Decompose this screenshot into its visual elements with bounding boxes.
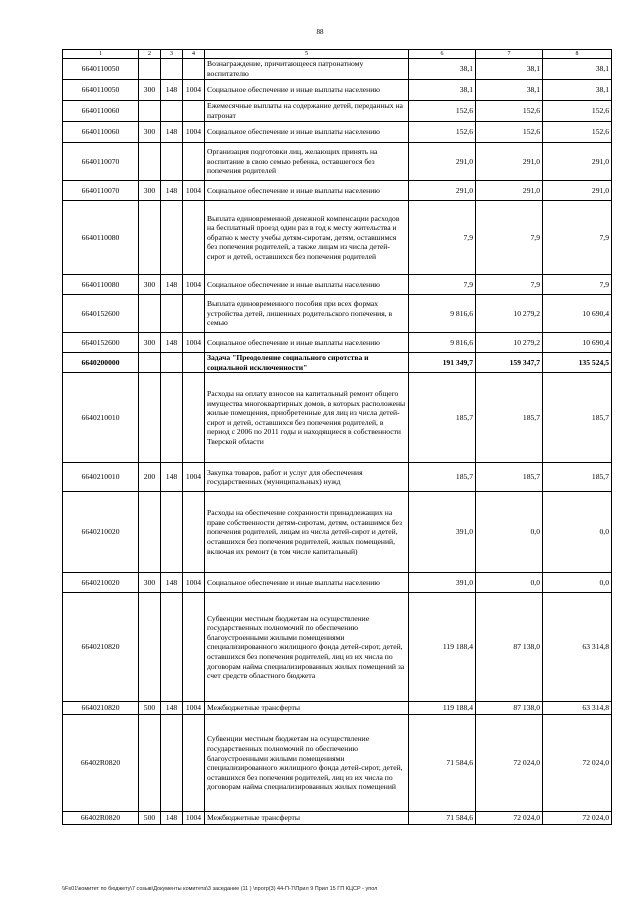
row-col-4: 1004 <box>183 80 205 101</box>
row-name: Субвенции местным бюджетам на осуществление государственных полномочий по обеспечению благоустроенными жилыми помещениями специализированного жилищного фонда детей-сирот, детей, оставшихся без попечения родителей, лиц из их числа по договорам найма специализированных жилых помещений <box>205 715 409 812</box>
row-col-2 <box>139 353 161 373</box>
table-row <box>63 573 612 593</box>
row-col-3 <box>161 143 183 181</box>
row-col-2 <box>139 101 161 122</box>
row-col-4: 1004 <box>183 181 205 201</box>
row-value-7: 10 279,2 <box>476 333 543 353</box>
row-value-8: 72 024,0 <box>543 715 612 812</box>
row-col-4 <box>183 353 205 373</box>
header-col-1: 1 <box>63 50 139 59</box>
table-row <box>63 463 612 492</box>
row-value-8: 38,1 <box>543 80 612 101</box>
row-col-3: 148 <box>161 181 183 201</box>
row-code: 6640110060 <box>63 122 139 143</box>
row-col-2 <box>139 59 161 80</box>
row-col-4 <box>183 492 205 573</box>
row-col-3 <box>161 373 183 463</box>
row-name: Ежемесячные выплаты на содержание детей, переданных на патронат <box>205 101 409 122</box>
row-col-2: 500 <box>139 702 161 715</box>
row-value-6: 152,6 <box>409 122 476 143</box>
row-name: Социальное обеспечение и иные выплаты населению <box>205 181 409 201</box>
row-code: 6640210820 <box>63 702 139 715</box>
row-code: 6640210010 <box>63 373 139 463</box>
row-col-4: 1004 <box>183 333 205 353</box>
row-col-3 <box>161 101 183 122</box>
table-row <box>63 492 612 573</box>
row-value-8: 0,0 <box>543 573 612 593</box>
row-value-6: 7,9 <box>409 201 476 275</box>
table-row <box>63 143 612 181</box>
row-value-7: 152,6 <box>476 101 543 122</box>
row-col-3: 148 <box>161 573 183 593</box>
table-row <box>63 181 612 201</box>
row-name: Расходы на обеспечение сохранности принадлежащих на праве собственности детям-сиротам, детям, оставшимся без попечения родителей, лицам из числа детей-сирот и детей, оставшихся без попечения родителей, жилых помещений, включая их ремонт (в том числе капитальный) <box>205 492 409 573</box>
row-value-7: 185,7 <box>476 463 543 492</box>
row-col-4 <box>183 593 205 702</box>
table-row <box>63 80 612 101</box>
row-name: Задача "Преодоление социального сиротства и социальной исключенности" <box>205 353 409 373</box>
row-code: 66402R0820 <box>63 812 139 825</box>
row-col-4: 1004 <box>183 275 205 295</box>
row-name: Выплата единовременного пособия при всех формах устройства детей, лишенных родительского попечения, в семью <box>205 295 409 333</box>
row-col-4 <box>183 201 205 275</box>
row-name: Социальное обеспечение и иные выплаты населению <box>205 122 409 143</box>
row-value-8: 185,7 <box>543 373 612 463</box>
table-row <box>63 702 612 715</box>
row-col-2 <box>139 715 161 812</box>
row-col-2 <box>139 201 161 275</box>
row-code: 6640110050 <box>63 80 139 101</box>
row-col-2 <box>139 295 161 333</box>
row-value-7: 0,0 <box>476 573 543 593</box>
row-value-8: 72 024,0 <box>543 812 612 825</box>
row-value-6: 291,0 <box>409 143 476 181</box>
row-code: 6640110050 <box>63 59 139 80</box>
row-name: Субвенции местным бюджетам на осуществление государственных полномочий по обеспечению благоустроенными жилыми помещениями специализированного жилищного фонда детей-сирот, детей, оставшихся без попечения родителей, лиц из их числа по договорам найма специализированных жилых помещений за счет средств областного бюджета <box>205 593 409 702</box>
row-col-2 <box>139 373 161 463</box>
row-col-4: 1004 <box>183 702 205 715</box>
row-code: 6640210020 <box>63 573 139 593</box>
row-value-7: 291,0 <box>476 143 543 181</box>
row-value-6: 185,7 <box>409 463 476 492</box>
row-col-2: 300 <box>139 573 161 593</box>
row-value-7: 38,1 <box>476 59 543 80</box>
row-col-2: 200 <box>139 463 161 492</box>
row-col-2 <box>139 593 161 702</box>
row-code: 6640110070 <box>63 181 139 201</box>
row-name: Межбюджетные трансферты <box>205 812 409 825</box>
row-name: Расходы на оплату взносов на капитальный ремонт общего имущества многоквартирных домов, в которых расположены жилые помещения, приобретенные для лиц из числа детей-сирот и детей, оставшихся без попечения родителей, в период с 2006 по 2011 годы и находящиеся в собственности Тверской области <box>205 373 409 463</box>
row-code: 6640110060 <box>63 101 139 122</box>
row-code: 6640152600 <box>63 295 139 333</box>
row-col-4 <box>183 715 205 812</box>
row-col-2: 300 <box>139 275 161 295</box>
table-row <box>63 275 612 295</box>
row-col-2: 300 <box>139 122 161 143</box>
table-row <box>63 201 612 275</box>
row-value-6: 9 816,6 <box>409 333 476 353</box>
row-value-8: 7,9 <box>543 275 612 295</box>
row-col-3: 148 <box>161 80 183 101</box>
row-col-2: 500 <box>139 812 161 825</box>
row-col-2: 300 <box>139 333 161 353</box>
header-col-3: 3 <box>161 50 183 59</box>
row-name: Социальное обеспечение и иные выплаты населению <box>205 275 409 295</box>
row-col-4: 1004 <box>183 122 205 143</box>
row-col-3: 148 <box>161 122 183 143</box>
row-value-7: 87 138,0 <box>476 702 543 715</box>
table-row <box>63 593 612 702</box>
row-col-3 <box>161 59 183 80</box>
row-col-2: 300 <box>139 181 161 201</box>
row-value-8: 10 690,4 <box>543 333 612 353</box>
row-value-7: 7,9 <box>476 275 543 295</box>
row-code: 6640110070 <box>63 143 139 181</box>
row-code: 6640200000 <box>63 353 139 373</box>
row-value-7: 152,6 <box>476 122 543 143</box>
row-value-6: 7,9 <box>409 275 476 295</box>
table-body <box>63 59 612 825</box>
table-row <box>63 295 612 333</box>
row-col-4 <box>183 101 205 122</box>
row-value-8: 291,0 <box>543 143 612 181</box>
row-col-2 <box>139 492 161 573</box>
row-value-6: 119 188,4 <box>409 702 476 715</box>
row-col-4 <box>183 295 205 333</box>
row-value-8: 152,6 <box>543 101 612 122</box>
row-col-4 <box>183 59 205 80</box>
header-col-6: 6 <box>409 50 476 59</box>
table-row <box>63 122 612 143</box>
row-name: Социальное обеспечение и иные выплаты населению <box>205 333 409 353</box>
header-col-7: 7 <box>476 50 543 59</box>
row-value-7: 38,1 <box>476 80 543 101</box>
row-col-3 <box>161 201 183 275</box>
row-value-6: 119 188,4 <box>409 593 476 702</box>
row-col-3: 148 <box>161 702 183 715</box>
row-col-3 <box>161 353 183 373</box>
row-col-4: 1004 <box>183 573 205 593</box>
row-col-3 <box>161 715 183 812</box>
row-value-8: 10 690,4 <box>543 295 612 333</box>
row-col-4: 1004 <box>183 463 205 492</box>
row-name: Закупка товаров, работ и услуг для обеспечения государственных (муниципальных) нужд <box>205 463 409 492</box>
header-col-2: 2 <box>139 50 161 59</box>
row-value-6: 9 816,6 <box>409 295 476 333</box>
row-col-3: 148 <box>161 333 183 353</box>
row-value-8: 7,9 <box>543 201 612 275</box>
header-col-5: 5 <box>205 50 409 59</box>
row-col-2 <box>139 143 161 181</box>
row-value-6: 71 584,6 <box>409 812 476 825</box>
row-value-6: 191 349,7 <box>409 353 476 373</box>
file-path-footer: \\Fs01\комитет по бюджету\7 созыв\Документы комитета\3 заседание (11 ) \прогр(3) 44-П-7\Прил 9 Прил 15 ГП КЦСР - упол <box>62 886 378 892</box>
row-value-8: 38,1 <box>543 59 612 80</box>
row-col-3: 148 <box>161 275 183 295</box>
row-value-7: 7,9 <box>476 201 543 275</box>
row-value-6: 38,1 <box>409 59 476 80</box>
row-value-6: 291,0 <box>409 181 476 201</box>
row-value-8: 152,6 <box>543 122 612 143</box>
row-col-4: 1004 <box>183 812 205 825</box>
row-name: Межбюджетные трансферты <box>205 702 409 715</box>
table-row <box>63 353 612 373</box>
row-value-6: 71 584,6 <box>409 715 476 812</box>
row-value-7: 72 024,0 <box>476 812 543 825</box>
row-col-3 <box>161 593 183 702</box>
row-name: Вознаграждение, причитающееся патронатному воспитателю <box>205 59 409 80</box>
table-row <box>63 101 612 122</box>
row-code: 6640110080 <box>63 275 139 295</box>
row-value-7: 291,0 <box>476 181 543 201</box>
budget-table <box>62 49 612 825</box>
table-row <box>63 812 612 825</box>
row-col-3 <box>161 295 183 333</box>
row-value-6: 38,1 <box>409 80 476 101</box>
row-code: 6640210020 <box>63 492 139 573</box>
row-value-7: 0,0 <box>476 492 543 573</box>
page-number: 88 <box>316 28 324 36</box>
row-code: 6640110080 <box>63 201 139 275</box>
row-value-6: 185,7 <box>409 373 476 463</box>
table-row <box>63 373 612 463</box>
row-value-8: 291,0 <box>543 181 612 201</box>
row-col-3: 148 <box>161 812 183 825</box>
header-col-4: 4 <box>183 50 205 59</box>
row-code: 66402R0820 <box>63 715 139 812</box>
header-col-8: 8 <box>543 50 612 59</box>
row-col-4 <box>183 373 205 463</box>
row-col-3: 148 <box>161 463 183 492</box>
row-value-8: 135 524,5 <box>543 353 612 373</box>
row-name: Выплата единовременной денежной компенсации расходов на бесплатный проезд один раз в год к месту жительства и обратно к месту учебы детям-сиротам, детям, оставшимся без попечения родителей, а также лицам из числа детей-сирот и детей, оставшихся без попечения родителей <box>205 201 409 275</box>
row-code: 6640210010 <box>63 463 139 492</box>
table-row <box>63 59 612 80</box>
row-col-3 <box>161 492 183 573</box>
row-value-8: 185,7 <box>543 463 612 492</box>
row-name: Социальное обеспечение и иные выплаты населению <box>205 80 409 101</box>
row-value-7: 87 138,0 <box>476 593 543 702</box>
table-row <box>63 715 612 812</box>
row-value-7: 72 024,0 <box>476 715 543 812</box>
row-value-7: 185,7 <box>476 373 543 463</box>
row-col-4 <box>183 143 205 181</box>
row-value-6: 152,6 <box>409 101 476 122</box>
row-value-8: 63 314,8 <box>543 702 612 715</box>
row-name: Организация подготовки лиц, желающих принять на воспитание в свою семью ребенка, оставшегося без попечения родителей <box>205 143 409 181</box>
row-value-8: 63 314,8 <box>543 593 612 702</box>
row-value-6: 391,0 <box>409 573 476 593</box>
table-row <box>63 333 612 353</box>
row-value-7: 159 347,7 <box>476 353 543 373</box>
row-code: 6640152600 <box>63 333 139 353</box>
row-value-6: 391,0 <box>409 492 476 573</box>
header-row <box>63 50 612 59</box>
row-col-2: 300 <box>139 80 161 101</box>
row-code: 6640210820 <box>63 593 139 702</box>
row-value-8: 0,0 <box>543 492 612 573</box>
row-name: Социальное обеспечение и иные выплаты населению <box>205 573 409 593</box>
row-value-7: 10 279,2 <box>476 295 543 333</box>
